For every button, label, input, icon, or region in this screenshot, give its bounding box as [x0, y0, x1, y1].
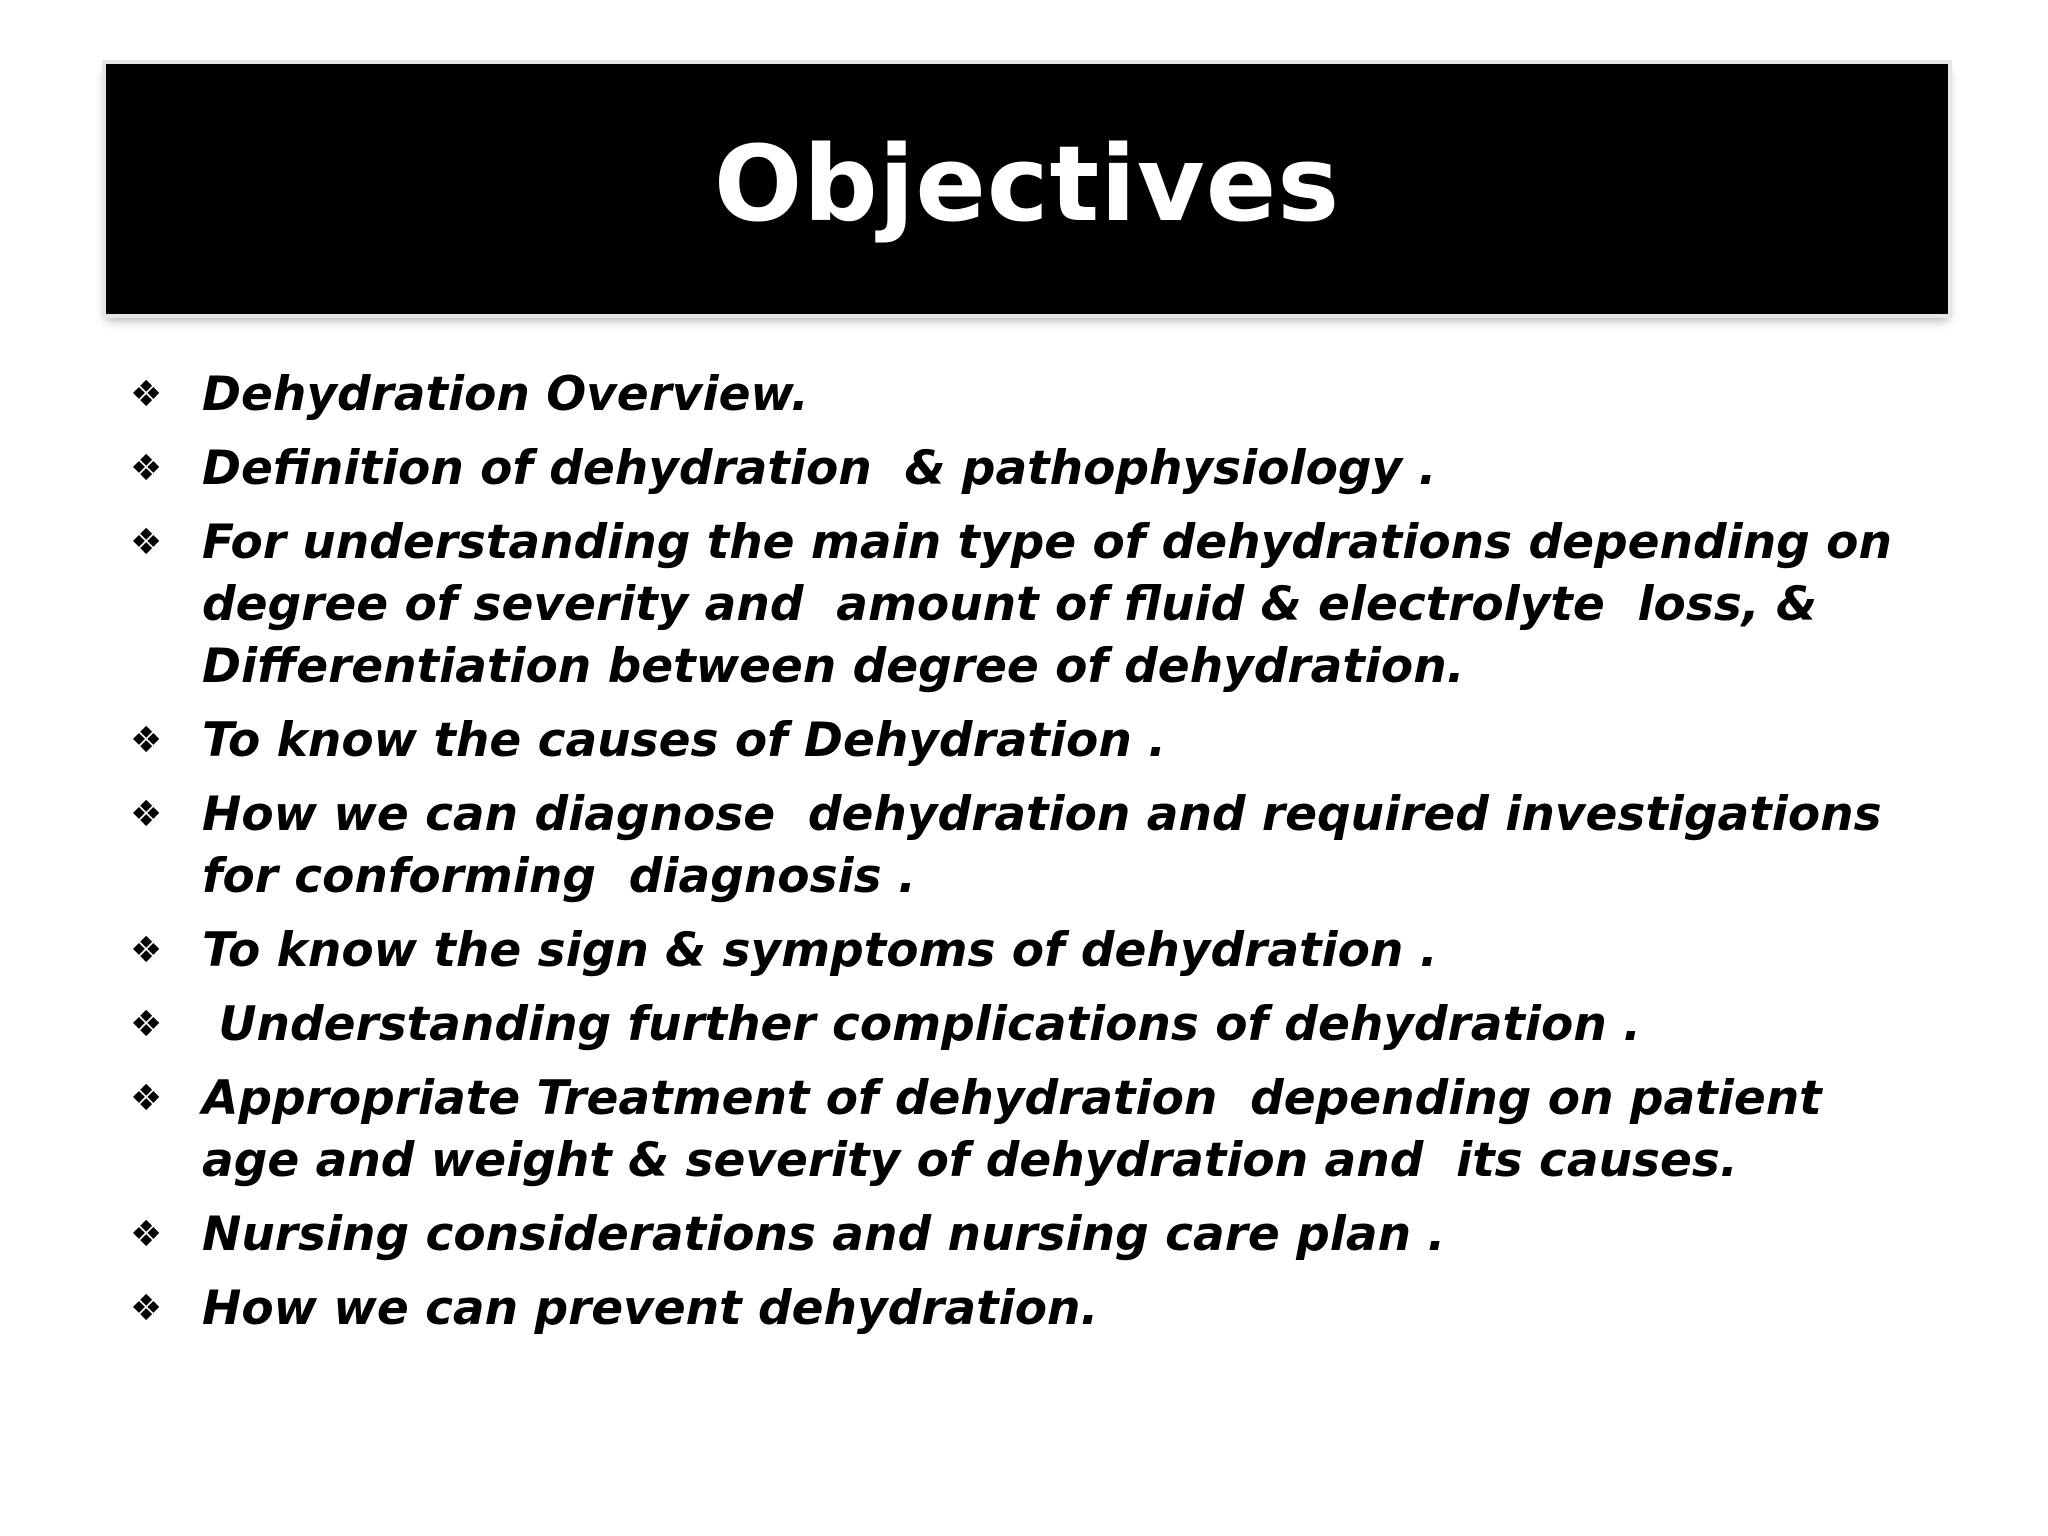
four-diamond-bullet-icon: ❖: [130, 1288, 163, 1329]
list-item: [130, 512, 1950, 698]
four-diamond-bullet-icon: ❖: [130, 448, 163, 489]
four-diamond-bullet-icon: ❖: [130, 374, 163, 415]
list-item: [130, 1204, 1950, 1266]
list-item: [130, 710, 1950, 772]
four-diamond-bullet-icon: ❖: [130, 1214, 163, 1255]
list-item: [130, 1278, 1950, 1340]
objectives-list: [130, 364, 1950, 1352]
four-diamond-bullet-icon: ❖: [130, 1004, 163, 1045]
list-item: [130, 994, 1950, 1056]
four-diamond-bullet-icon: ❖: [130, 522, 163, 563]
four-diamond-bullet-icon: ❖: [130, 1078, 163, 1119]
list-item: [130, 784, 1950, 908]
list-item: [130, 920, 1950, 982]
title-bar: [106, 64, 1948, 314]
bullet-text: For understanding the main type of dehydrations depending on degree of severity and amount of fluid & electrolyte loss, & Differentiation between degree of dehydration.: [202, 515, 1909, 694]
bullet-text: Nursing considerations and nursing care plan .: [202, 1207, 1446, 1262]
four-diamond-bullet-icon: ❖: [130, 794, 163, 835]
bullet-text: Definition of dehydration & pathophysiology .: [202, 441, 1437, 496]
bullet-text: To know the sign & symptoms of dehydration .: [202, 923, 1438, 978]
list-item: [130, 364, 1950, 426]
four-diamond-bullet-icon: ❖: [130, 930, 163, 971]
bullet-text: How we can diagnose dehydration and required investigations for conforming diagnosis .: [202, 787, 1898, 904]
bullet-text: To know the causes of Dehydration .: [202, 713, 1167, 768]
bullet-text: How we can prevent dehydration.: [202, 1281, 1099, 1336]
bullet-text: Appropriate Treatment of dehydration depending on patient age and weight & severity of dehydration and its causes.: [202, 1071, 1855, 1188]
bullet-text: Understanding further complications of dehydration .: [202, 997, 1641, 1052]
list-item: [130, 438, 1950, 500]
list-item: [130, 1068, 1950, 1192]
bullet-text: Dehydration Overview.: [202, 367, 809, 422]
slide-title: Objectives: [713, 123, 1341, 245]
four-diamond-bullet-icon: ❖: [130, 720, 163, 761]
